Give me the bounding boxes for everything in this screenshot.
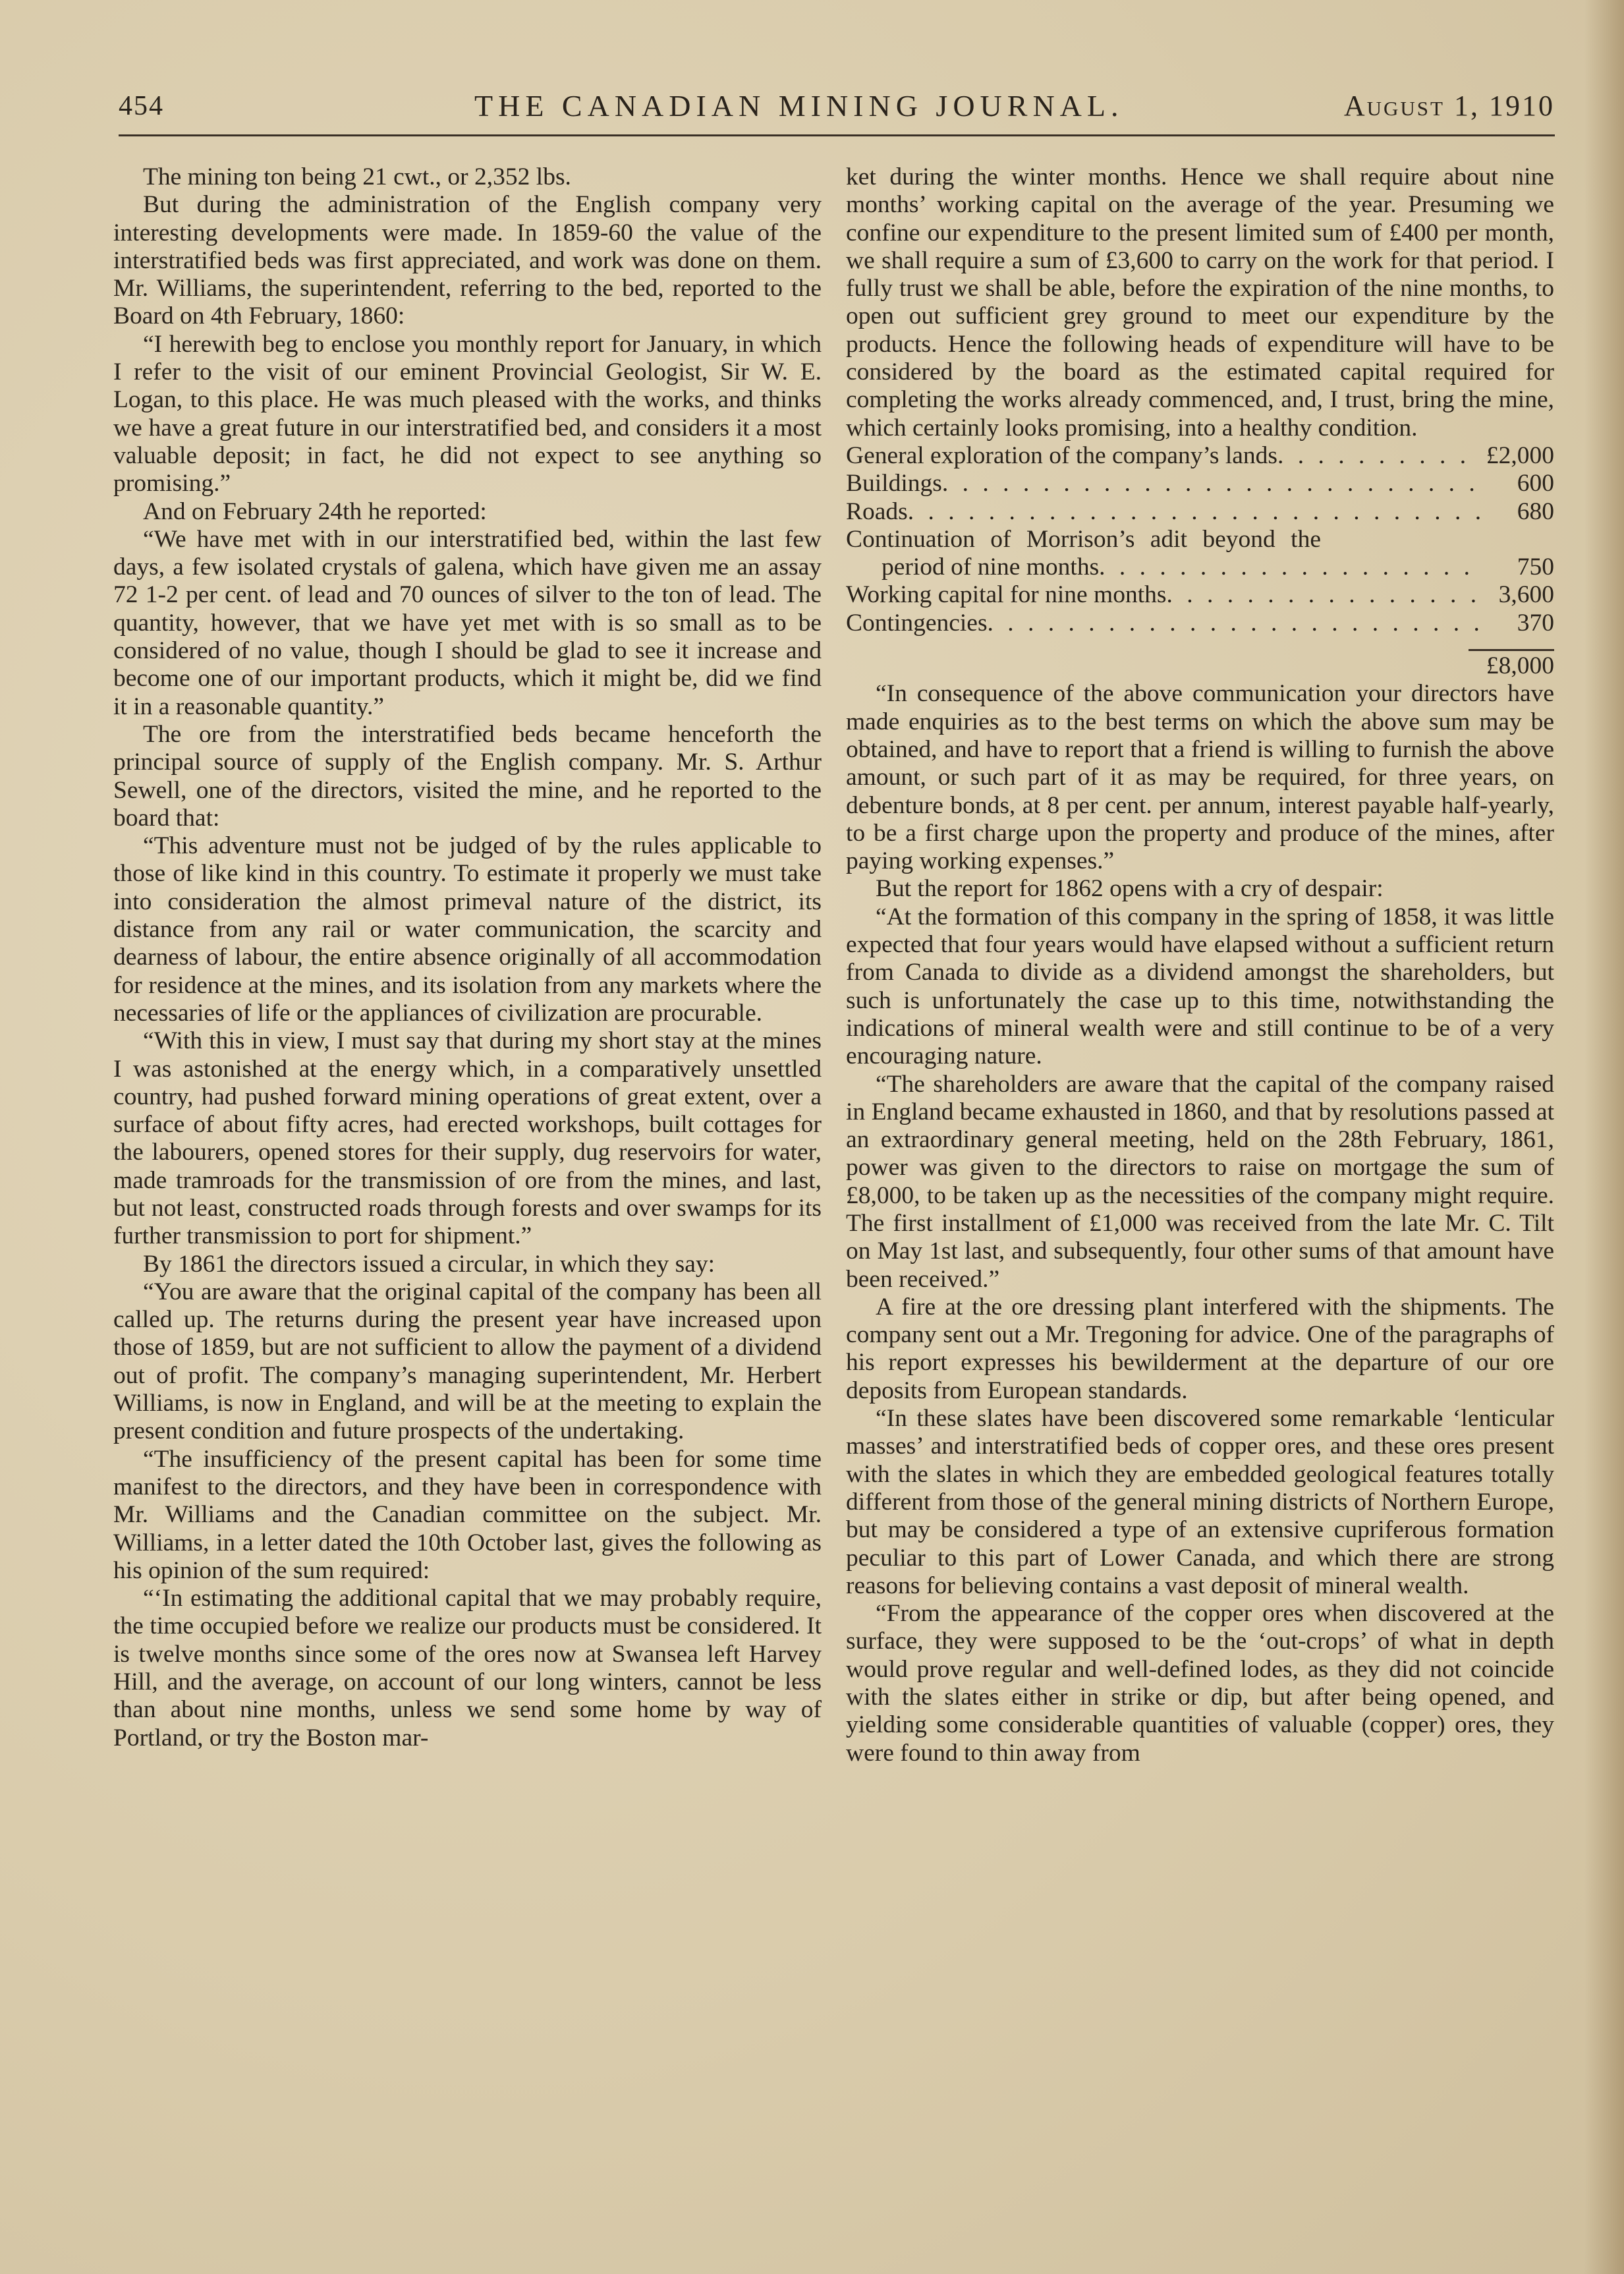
row-label: Contingencies	[846, 609, 988, 637]
paragraph: “‘In estimating the additional capital that we may probably require, the time occupied before we realize our products must be considered. It is twelve months since some of the ores now at Swansea left Harvey Hill, and the average, on account of our long winters, cannot be less than about nine months, unless we send some home by way of Portland, or try the Boston mar-	[113, 1585, 822, 1751]
leader-dots	[942, 470, 1482, 497]
paragraph: But the report for 1862 opens with a cry of despair:	[876, 875, 1384, 903]
row-amount: £2,000	[1486, 441, 1554, 469]
paragraph: The mining ton being 21 cwt., or 2,352 lbs.	[143, 163, 571, 190]
leader-dots	[908, 498, 1482, 526]
paragraph: But during the administration of the English company very interesting developments were made. In 1859-60 the value of the interstratified beds was first appreciated, and work was done on them. Mr. Williams, the superintendent, referring to the bed, reported to the Board on 4th February, 1860:	[113, 191, 822, 330]
page-edge-shadow	[1584, 0, 1624, 2274]
table-row	[846, 498, 1554, 526]
leader-dots	[1099, 554, 1482, 581]
page-number: 454	[119, 91, 164, 121]
paragraph: “In these slates have been discovered some remarkable ‘lenticular masses’ and interstratified beds of copper ores, and these ores present with the slates in which they are embedded geological features totally different from those of the general mining districts of Northern Europe, but may be considered a type of an extensive cupriferous formation peculiar to this part of Lower Canada, and which there are strong reasons for believing contains a vast deposit of mineral wealth.	[846, 1405, 1554, 1599]
row-label: Buildings	[846, 470, 942, 497]
total-rule	[1469, 649, 1554, 651]
paragraph: “You are aware that the original capital of the company has been all called up. The returns during the present year have increased upon those of 1859, but are not sufficient to allow the payment of a dividend out of profit. The company’s managing superintendent, Mr. Herbert Williams, is now in England, and will be at the meeting to explain the present condition and future prospects of the undertaking.	[113, 1278, 822, 1445]
row-label: Continuation of Morrison’s adit beyond the	[846, 525, 1321, 553]
expenditure-table	[846, 442, 1554, 680]
row-label: General exploration of the company’s lands	[846, 441, 1278, 469]
table-row	[846, 554, 1554, 581]
row-amount: 3,600	[1498, 581, 1554, 609]
row-amount: 750	[1517, 554, 1554, 581]
table-row	[846, 470, 1554, 497]
paragraph: “From the appearance of the copper ores when discovered at the surface, they were supposed to be the ‘out-crops’ of what in depth would prove regular and well-defined lodes, as they did not coincide with the slates either in strike or dip, but after being opened, and yielding some considerable quantities of valuable (copper) ores, they were found to thin away from	[846, 1600, 1554, 1767]
row-amount: 370	[1517, 609, 1554, 637]
paragraph: “At the formation of this company in the spring of 1858, it was little expected that four years would have elapsed without a sufficient return from Canada to divide as a dividend amongst the shareholders, but such is unfortunately the case up to this time, notwithstanding the indications of mineral wealth were and still continue to be of a very encouraging nature.	[846, 903, 1554, 1070]
paragraph: The ore from the interstratified beds became henceforth the principal source of supply of the English company. Mr. S. Arthur Sewell, one of the directors, visited the mine, and he reported to the board that:	[113, 720, 822, 832]
table-row	[846, 581, 1554, 609]
row-label: Working capital for nine months	[846, 581, 1167, 609]
expenditure-total: £8,000	[1486, 652, 1554, 680]
paragraph: “This adventure must not be judged of by the rules applicable to those of like kind in this country. To estimate it properly we must take into consideration the almost primeval nature of the district, its distance from any rail or water communication, the scarcity and dearness of labour, the entire absence originally of all accommodation for residence at the mines, and its isolation from any markets where the necessaries of life or the appliances of civilization are procurable.	[113, 832, 822, 1027]
paragraph: “We have met with in our interstratified bed, within the last few days, a few isolated crystals of galena, which have given me an assay 72 1-2 per cent. of lead and 70 ounces of silver to the ton of lead. The quantity, however, that we have yet met with is so small as to be considered of no value, though I should be glad to see it increase and become one of our important products, which it might be, did we find it in a reasonable quantity.”	[113, 525, 822, 720]
paragraph: “In consequence of the above communication your directors have made enquiries as to the best terms on which the above sum may be obtained, and have to report that a friend is willing to furnish the above amount, or such part of it as may be required, for three years, on debenture bonds, at 8 per cent. per annum, interest payable half-yearly, to be a first charge upon the property and produce of the mines, after paying working expenses.”	[846, 680, 1554, 875]
paragraph: “I herewith beg to enclose you monthly report for January, in which I refer to the visit of our eminent Provincial Geologist, Sir W. E. Logan, to this place. He was much pleased with the works, and thinks we have a great future in our interstratified bed, and considers it a most valuable deposit; in fact, he did not expect to see anything so promising.”	[113, 330, 822, 497]
paragraph: “With this in view, I must say that during my short stay at the mines I was astonished at the energy which, in a comparatively unsettled country, had pushed forward mining operations of great extent, over a surface of about fifty acres, had erected workshops, built cottages for the labourers, opened stores for their supply, dug reservoirs for water, made tramroads for the transmission of ore from the mines, and last, but not least, constructed roads through forests and over swamps for its further transmission to port for shipment.”	[113, 1027, 822, 1250]
right-column	[846, 163, 1554, 1767]
journal-title: THE CANADIAN MINING JOURNAL.	[474, 89, 1124, 123]
paragraph: ket during the winter months. Hence we shall require about nine months’ working capital on the average of the year. Presuming we confine our expenditure to the present limited sum of £400 per month, we shall require a sum of £3,600 to carry on the work for that period. I fully trust we shall be able, before the expiration of the nine months, to open out sufficient grey ground to meet our expenditure by the products. Hence the following heads of expenditure will have to be considered by the board as the estimated capital required for completing the works already commenced, and, I trust, bring the mine, which certainly looks promising, into a healthy condition.	[846, 163, 1554, 441]
header-rule	[119, 134, 1555, 136]
row-amount: 600	[1517, 470, 1554, 497]
running-header	[119, 83, 1555, 129]
leader-dots	[988, 610, 1482, 637]
row-label: period of nine months	[882, 554, 1100, 581]
leader-dots	[1166, 581, 1482, 609]
paragraph: “The shareholders are aware that the capital of the company raised in England became exhausted in 1860, and that by resolutions passed at an extraordinary general meeting, held on the 28th February, 1861, power was given to the directors to raise on mortgage the sum of £8,000, to be taken up as the necessities of the company might require. The first installment of £1,000 was received from the late Mr. C. Tilt on May 1st last, and subsequently, four other sums of that amount have been received.”	[846, 1070, 1554, 1293]
paragraph: A fire at the ore dressing plant interfered with the shipments. The company sent out a Mr. Tregoning for advice. One of the paragraphs of his report expresses his bewilderment at the departure of our ore deposits from European standards.	[846, 1293, 1554, 1404]
paragraph: By 1861 the directors issued a circular, in which they say:	[143, 1250, 715, 1278]
table-row	[846, 442, 1554, 470]
row-amount: 680	[1517, 497, 1554, 525]
paragraph: “The insufficiency of the present capital has been for some time manifest to the directors, and they have been in correspondence with Mr. Williams and the Canadian committee on the subject. Mr. Williams, in a letter dated the 10th October last, gives the following as his opinion of the sum required:	[113, 1445, 822, 1584]
issue-date: August 1, 1910	[1343, 90, 1555, 122]
table-row	[846, 610, 1554, 637]
leader-dots	[1277, 442, 1482, 470]
row-label: Roads	[846, 497, 908, 525]
left-column	[113, 163, 822, 1752]
table-row	[846, 526, 1554, 554]
paragraph: And on February 24th he reported:	[143, 497, 487, 525]
